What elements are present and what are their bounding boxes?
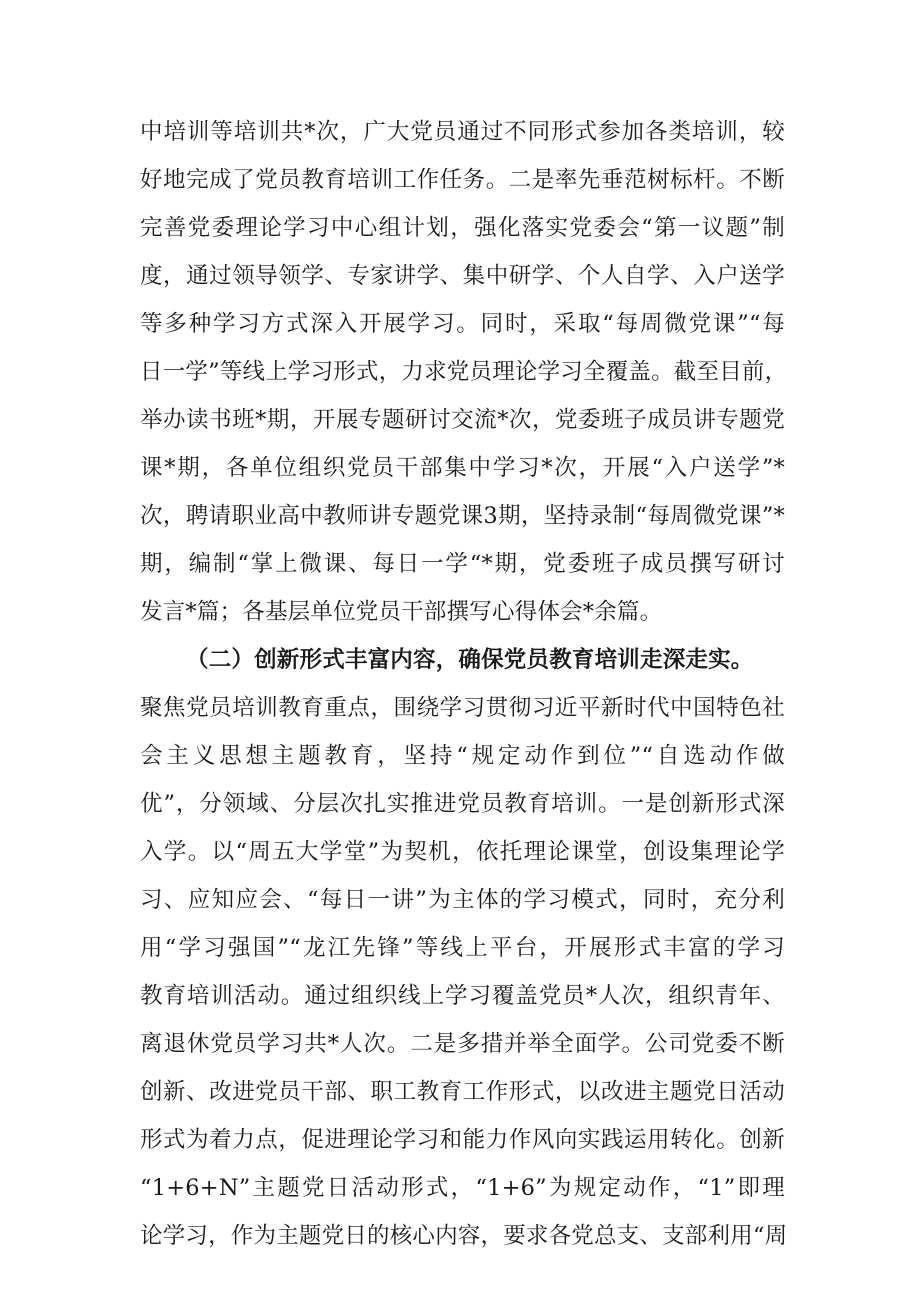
text-line: 论学习，作为主题党日的核心内容，要求各党总支、支部利用“周 (140, 1223, 788, 1249)
text-line: 会主义思想主题教育，坚持“规定动作到位”“自选动作做 (140, 743, 785, 769)
text-line: 聚焦党员培训教育重点，围绕学习贯彻习近平新时代中国特色社 (140, 695, 785, 721)
text-line: 好地完成了党员教育培训工作任务。二是率先垂范树标杆。不断 (140, 167, 785, 193)
text-line: 用“学习强国”“龙江先锋”等线上平台，开展形式丰富的学习 (140, 935, 785, 961)
text-line: 入学。以“周五大学堂”为契机，依托理论课堂，创设集理论学 (140, 839, 785, 865)
section-heading: （二）创新形式丰富内容，确保党员教育培训走深走实。 (186, 647, 754, 673)
text-line: 中培训等培训共*次，广大党员通过不同形式参加各类培训，较 (140, 119, 785, 145)
text-line: 度，通过领导领学、专家讲学、集中研学、个人自学、入户送学 (140, 263, 785, 289)
text-line: 发言*篇；各基层单位党员干部撰写心得体会*余篇。 (140, 599, 663, 625)
text-line: 形式为着力点，促进理论学习和能力作风向实践运用转化。创新 (140, 1127, 785, 1153)
text-line: 举办读书班*期，开展专题研讨交流*次，党委班子成员讲专题党 (140, 407, 785, 433)
text-line: 日一学”等线上学习形式，力求党员理论学习全覆盖。截至目前， (140, 359, 788, 385)
text-line: 创新、改进党员干部、职工教育工作形式，以改进主题党日活动 (140, 1079, 785, 1105)
text-line: 完善党委理论学习中心组计划，强化落实党委会“第一议题”制 (140, 215, 785, 241)
text-line: 教育培训活动。通过组织线上学习覆盖党员*人次，组织青年、 (140, 983, 785, 1009)
text-line: 课*期，各单位组织党员干部集中学习*次，开展“入户送学”* (140, 455, 785, 481)
text-line: 优”，分领域、分层次扎实推进党员教育培训。一是创新形式深 (140, 791, 785, 817)
text-line: 期，编制“掌上微课、每日一学“*期，党委班子成员撰写研讨 (140, 551, 785, 577)
text-line: 等多种学习方式深入开展学习。同时，采取“每周微党课”“每 (140, 311, 785, 337)
text-line: “1+6+N”主题党日活动形式，“1+6”为规定动作，“1”即理 (140, 1175, 785, 1201)
text-line: 离退休党员学习共*人次。二是多措并举全面学。公司党委不断 (140, 1031, 785, 1057)
text-line: 次，聘请职业高中教师讲专题党课3期，坚持录制“每周微党课”* (140, 503, 785, 529)
text-line: 习、应知应会、“每日一讲”为主体的学习模式，同时，充分利 (140, 887, 785, 913)
